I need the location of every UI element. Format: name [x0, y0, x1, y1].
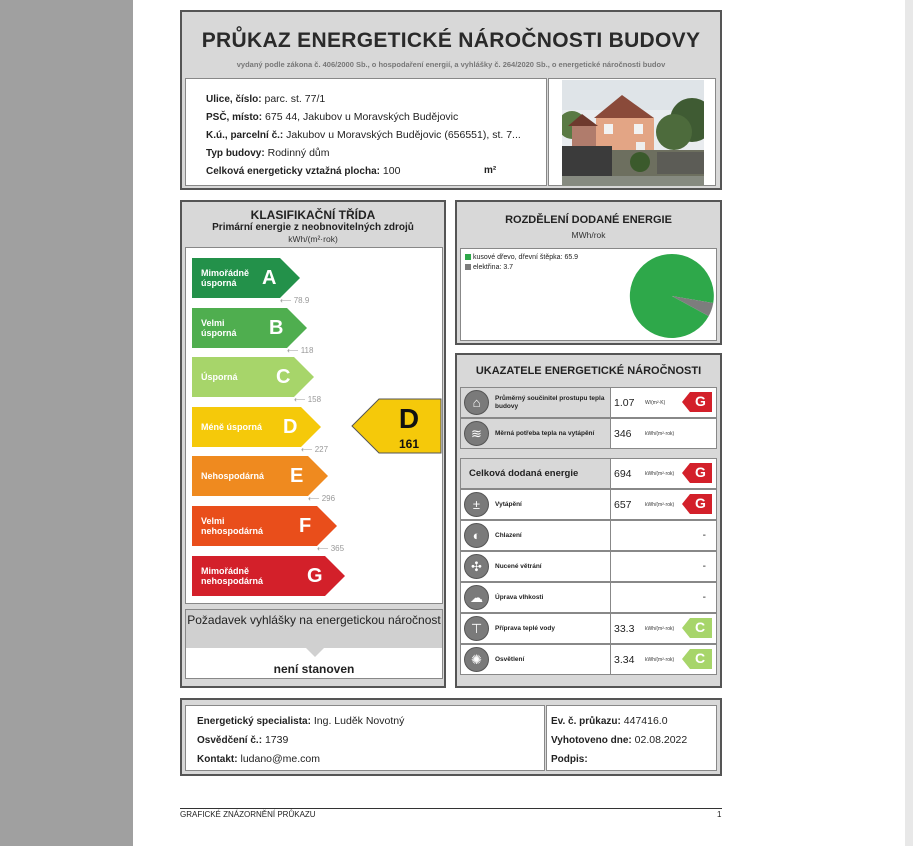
indicator-row: [460, 418, 717, 449]
class-letter-d: D: [283, 415, 298, 438]
indicator-value-cell: [610, 583, 716, 612]
requirement-title: Požadavek vyhlášky na energetickou náročnost: [186, 610, 442, 648]
class-label-line1: Méně úsporná: [201, 421, 263, 432]
class-letter-e: E: [290, 465, 304, 488]
grade-letter: G: [695, 464, 706, 480]
specialist-name: Ing. Luděk Novotný: [313, 715, 405, 727]
class-threshold-f: ⟵ 365: [317, 544, 345, 553]
ku-row: K.ú., parcelní č.: Jakubov u Moravských Budějovic (656551), st. 7...: [206, 129, 521, 141]
viewer-margin: [768, 0, 913, 846]
indicator-name: Příprava teplé vody: [495, 624, 555, 632]
class-label-a: [201, 268, 249, 288]
classification-title: KLASIFIKAČNÍ TŘÍDA: [250, 208, 376, 222]
classification-subtitle: Primární energie z neobnovitelných zdrojů: [212, 222, 414, 233]
class-letter-a: A: [262, 267, 277, 289]
indicator-unit: kWh/(m²·rok): [645, 431, 675, 437]
house-icon: ⌂: [464, 390, 489, 415]
indicator-value-cell: [610, 521, 716, 550]
indicator-value: 346: [614, 428, 632, 440]
class-letter-b: B: [269, 316, 284, 339]
class-threshold-c: ⟵ 158: [294, 395, 322, 405]
requirement-value: není stanoven: [273, 662, 355, 676]
class-label-line1: Velmi: [201, 317, 225, 328]
legend-item-wood: [465, 254, 578, 261]
certificate-info: [546, 705, 717, 771]
indicator-value: 657: [614, 499, 632, 511]
class-label-line1: Nehospodárná: [201, 471, 265, 482]
faucet-icon: ⊤: [464, 616, 489, 641]
class-arrow-f: [192, 506, 337, 546]
heat-waves-icon: ≋: [464, 421, 489, 446]
class-label-line2: úsporná: [201, 278, 237, 288]
indicator-name: Chlazení: [495, 531, 522, 539]
indicator-name: Měrná potřeba tepla na vytápění: [495, 429, 595, 437]
street-value: parc. st. 77/1: [264, 93, 326, 105]
pie-slice-0: [623, 248, 720, 345]
distribution-pie: [620, 243, 724, 347]
indicator-unit: W/(m²·K): [645, 400, 666, 406]
cert-number: 1739: [264, 734, 289, 746]
grade-badge: [682, 618, 712, 638]
ev-number: 447416.0: [623, 715, 668, 727]
lightbulb-icon: ✺: [464, 647, 489, 672]
indicator-name: Průměrný součinitel prostupu tepla budovy: [495, 394, 605, 410]
class-threshold-d: ⟵ 227: [301, 444, 329, 454]
grade-badge: [682, 494, 712, 514]
issue-date: 02.08.2022: [634, 734, 688, 746]
class-label-d: [201, 422, 262, 432]
current-class-indicator: [351, 398, 443, 454]
class-label-line2: nehospodárná: [201, 575, 264, 586]
indicator-unit: kWh/(m²·rok): [645, 657, 675, 663]
scrollbar[interactable]: [905, 0, 913, 846]
indicator-empty-value: -: [702, 530, 706, 541]
requirement-arrow: [306, 648, 324, 657]
class-threshold-a: ⟵ 78.9: [280, 296, 310, 305]
footer-divider: [180, 808, 722, 809]
indicator-row: [460, 387, 717, 418]
class-label-line1: Úsporná: [201, 372, 238, 383]
class-label-line1: Velmi: [201, 516, 225, 526]
indicators-section: [455, 353, 722, 688]
energy-distribution-section: [455, 200, 722, 345]
distribution-chart: [460, 248, 717, 341]
ev-row: Ev. č. průkazu: 447416.0: [551, 715, 668, 727]
humidity-icon: ☁: [464, 585, 489, 610]
indicator-value-cell: [610, 552, 716, 581]
indicator-row: [460, 613, 717, 644]
grade-letter: C: [695, 619, 706, 635]
class-arrow-g: [192, 556, 345, 596]
indicator-row: [460, 644, 717, 675]
grade-badge: [682, 463, 712, 483]
indicator-value-cell: [610, 490, 716, 519]
indicator-unit: kWh/(m²·rok): [645, 502, 675, 508]
indicators-title: UKAZATELE ENERGETICKÉ NÁROČNOSTI: [475, 365, 702, 377]
indicator-row: [460, 582, 717, 613]
legend-text-electricity: elektřina: 3.7: [473, 264, 514, 271]
indicator-name: Úprava vlhkosti: [495, 593, 544, 601]
grade-badge: [682, 649, 712, 669]
class-label-line1: Mimořádně: [201, 268, 250, 278]
page-number: 1: [717, 810, 722, 819]
grade-letter: C: [695, 650, 706, 666]
indicator-unit: kWh/(m²·rok): [645, 471, 675, 477]
indicator-name: Osvětlení: [495, 655, 525, 663]
street-row: Ulice, číslo: parc. st. 77/1: [206, 93, 326, 105]
class-letter-f: F: [299, 515, 312, 537]
building-photo: [562, 80, 704, 186]
indicator-value-cell: [610, 388, 716, 417]
ku-value: Jakubov u Moravských Budějovic (656551), st. 7...: [286, 129, 521, 141]
fan-icon: ✣: [464, 554, 489, 579]
indicator-name: Nucené větrání: [495, 562, 542, 570]
type-row: Typ budovy: Rodinný dům: [206, 147, 330, 159]
class-letter-c: C: [276, 366, 291, 389]
specialist-row: Energetický specialista: Ing. Luděk Novotný: [197, 715, 405, 727]
indicator-name: Vytápění: [495, 500, 522, 508]
document-page: [133, 0, 768, 846]
indicator-row: [460, 551, 717, 582]
indicator-value: 33.3: [614, 623, 635, 635]
indicator-value-cell: [610, 614, 716, 643]
distribution-title: ROZDĚLENÍ DODANÉ ENERGIE: [505, 214, 672, 226]
indicator-unit: kWh/(m²·rok): [645, 626, 675, 632]
document-subtitle: vydaný podle zákona č. 406/2000 Sb., o hospodaření energií, a vyhlášky č. 264/2020 Sb., o energetické náročnosti budov: [236, 60, 666, 69]
indicator-value-cell: [610, 419, 716, 448]
class-arrow-e: [192, 456, 328, 496]
footer-section: [180, 698, 722, 776]
current-class-value: 161: [398, 437, 420, 451]
class-label-line2: úsporná: [201, 327, 237, 338]
class-label-line2: nehospodárná: [201, 526, 264, 536]
class-threshold-b: ⟵ 118: [287, 345, 314, 355]
indicator-value: 3.34: [614, 654, 635, 666]
grade-letter: G: [695, 495, 706, 511]
indicator-name: Celková dodaná energie: [469, 467, 579, 479]
class-label-line1: Mimořádně: [201, 565, 250, 576]
class-arrow-c: [192, 357, 314, 397]
legend-text-wood: kusové dřevo, dřevní štěpka: 65.9: [473, 254, 579, 261]
class-label-c: [201, 372, 238, 382]
page-footer-text: GRAFICKÉ ZNÁZORNĚNÍ PRŮKAZU: [180, 810, 316, 819]
class-threshold-e: ⟵ 296: [308, 494, 336, 504]
building-photo-frame: [548, 78, 716, 186]
indicator-row: [460, 520, 717, 551]
contact-row: Kontakt: ludano@me.com: [197, 753, 321, 765]
indicator-value: 1.07: [614, 397, 635, 409]
signature-row: Podpis:: [551, 754, 588, 765]
indicator-row: [460, 489, 717, 520]
class-arrow-b: [192, 308, 307, 348]
building-info: [185, 78, 547, 186]
document-title: PRŮKAZ ENERGETICKÉ NÁROČNOSTI BUDOVY: [201, 29, 701, 52]
class-label-e: [201, 471, 264, 481]
area-row: Celková energeticky vztažná plocha: 100 m²: [206, 165, 497, 177]
legend-swatch-electricity: [465, 264, 471, 270]
indicator-row: [460, 458, 717, 489]
cooling-thermometer-icon: ◐: [464, 523, 489, 548]
cert-row: Osvědčení č.: 1739: [197, 734, 289, 746]
area-unit: m²: [484, 165, 497, 176]
area-value: 100: [382, 165, 401, 177]
distribution-unit: MWh/rok: [571, 230, 606, 240]
requirement-box: [185, 609, 443, 679]
type-value: Rodinný dům: [267, 147, 330, 159]
indicator-value: 694: [614, 468, 632, 480]
class-arrow-d: [192, 407, 321, 447]
indicator-empty-value: -: [702, 592, 706, 603]
grade-badge: [682, 392, 712, 412]
current-class-letter: D: [398, 403, 420, 434]
psc-row: PSČ, místo: 675 44, Jakubov u Moravských Budějovic: [206, 111, 459, 123]
header-section: [180, 10, 722, 190]
classification-section: [180, 200, 446, 688]
grade-letter: G: [695, 393, 706, 409]
indicator-value-cell: [610, 645, 716, 674]
class-label-f: [201, 516, 263, 536]
psc-value: 675 44, Jakubov u Moravských Budějovic: [265, 111, 459, 123]
indicator-value-cell: [610, 459, 716, 488]
class-label-g: [201, 566, 263, 586]
class-label-b: [201, 318, 237, 338]
classification-unit: kWh/(m²·rok): [288, 234, 338, 244]
contact-email: ludano@me.com: [240, 753, 321, 765]
class-letter-g: G: [307, 564, 323, 587]
date-row: Vyhotoveno dne: 02.08.2022: [551, 734, 688, 746]
legend-item-electricity: [465, 264, 513, 271]
class-arrow-a: [192, 258, 300, 298]
legend-swatch-wood: [465, 254, 471, 260]
indicator-empty-value: -: [702, 561, 706, 572]
specialist-info: [185, 705, 545, 771]
thermometer-icon: ±: [464, 492, 489, 517]
